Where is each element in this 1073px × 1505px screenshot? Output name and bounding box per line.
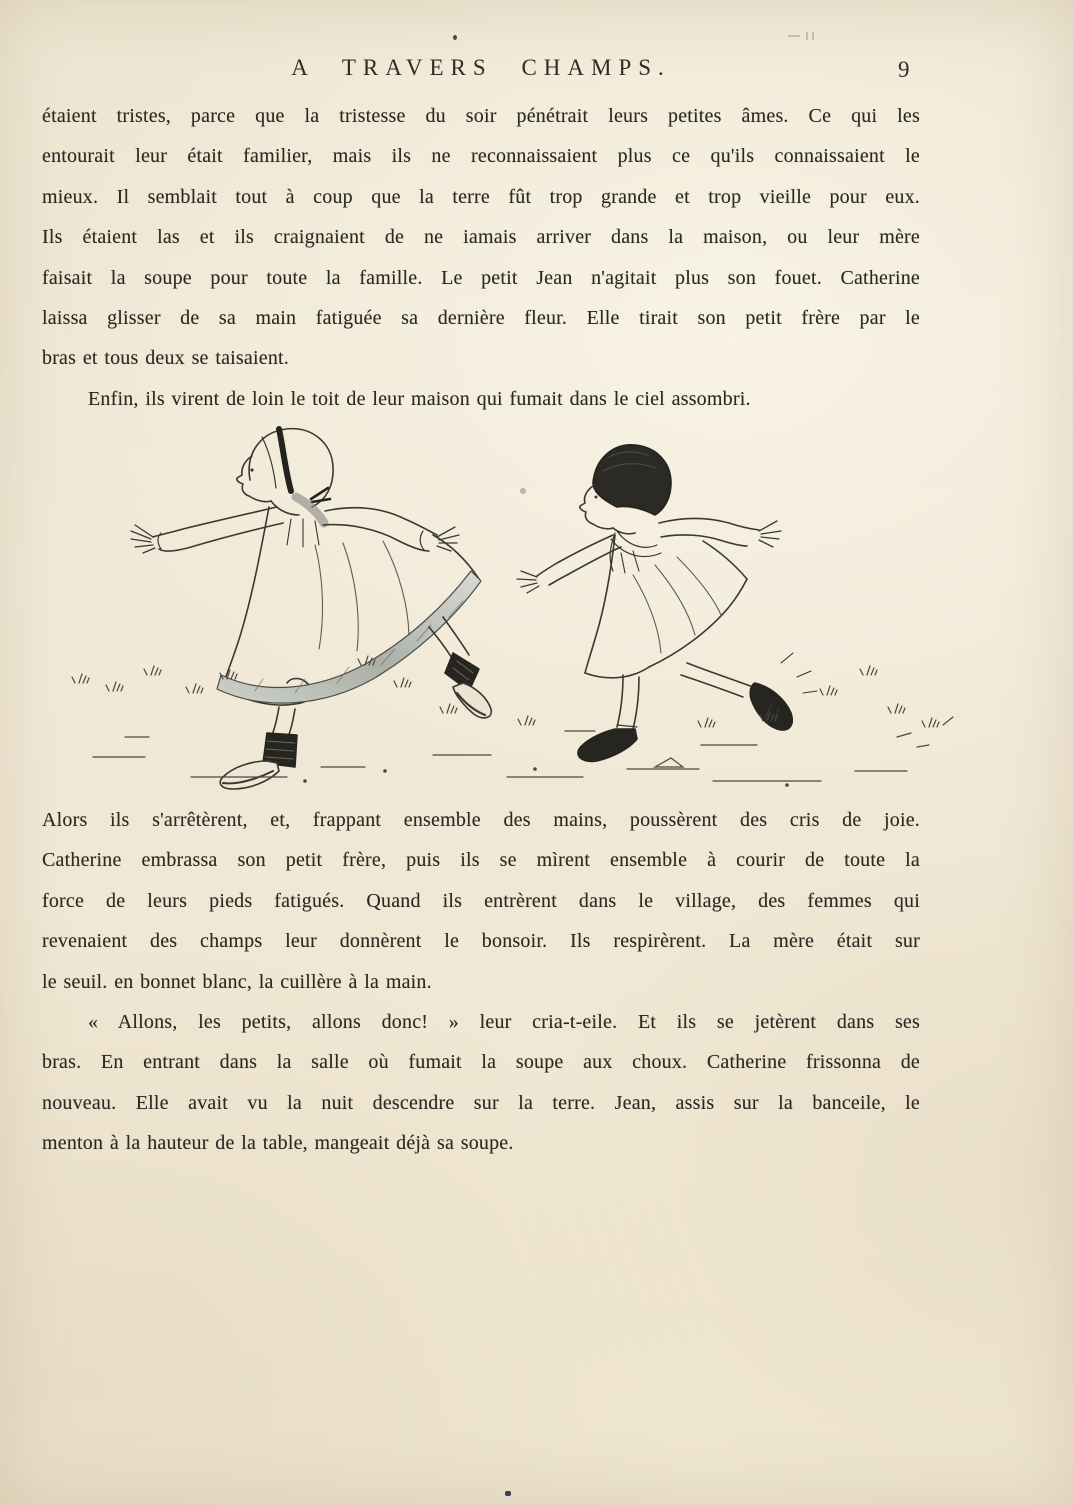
text-line: bras. En entrant dans la salle où fumait la soupe aux choux. Catherine frissonna de xyxy=(42,1051,920,1074)
text-block-lower xyxy=(42,800,920,1164)
text-line: le seuil. en bonnet blanc, la cuillère à la main. xyxy=(42,970,432,993)
illustration-drawing xyxy=(65,425,975,795)
faint-print-offset-marks xyxy=(788,30,818,42)
text-line: entourait leur était familier, mais ils ne reconnaissaient plus ce qu'ils connaissaient le xyxy=(42,145,920,168)
ink-speck xyxy=(520,488,526,494)
text-line: nouveau. Elle avait vu la nuit descendre sur la terre. Jean, assis sur la banceile, le xyxy=(42,1091,920,1114)
text-line: étaient tristes, parce que la tristesse du soir pénétrait leurs petites âmes. Ce qui les xyxy=(42,105,920,127)
text-line: « Allons, les petits, allons donc! » leur cria-t-eile. Et ils se jetèrent dans ses xyxy=(88,1011,920,1034)
ink-speck xyxy=(453,35,457,40)
page-title: A TRAVERS CHAMPS. xyxy=(291,55,671,80)
text-line: menton à la hauteur de la table, mangeait déjà sa soupe. xyxy=(42,1132,514,1155)
illustration-two-children-running xyxy=(65,425,975,795)
text-line: Enfin, ils virent de loin le toit de leur maison qui fumait dans le ciel assombri. xyxy=(88,387,751,410)
text-line: Ils étaient las et ils craignaient de ne iamais arriver dans la maison, ou leur mère xyxy=(42,226,920,249)
text-block-upper xyxy=(42,96,920,419)
text-line: laissa glisser de sa main fatiguée sa dernière fleur. Elle tirait son petit frère par le xyxy=(42,307,920,330)
ink-speck xyxy=(505,1491,511,1496)
text-line: mieux. Il semblait tout à coup que la terre fût trop grande et trop vieille pour eux. xyxy=(42,185,920,208)
text-line: faisait la soupe pour toute la famille. Le petit Jean n'agitait plus son fouet. Catherine xyxy=(42,266,920,289)
text-line: revenaient des champs leur donnèrent le bonsoir. Ils respirèrent. La mère était sur xyxy=(42,930,920,953)
text-line: Alors ils s'arrêtèrent, et, frappant ensemble des mains, poussèrent des cris de joie. xyxy=(42,809,920,831)
text-line: bras et tous deux se taisaient. xyxy=(42,347,289,370)
page-header xyxy=(42,55,920,91)
text-line: Catherine embrassa son petit frère, puis ils se mìrent ensemble à courir de toute la xyxy=(42,849,920,872)
text-line: force de leurs pieds fatigués. Quand ils entrèrent dans le village, des femmes qui xyxy=(42,889,920,912)
page-number: 9 xyxy=(898,57,910,82)
